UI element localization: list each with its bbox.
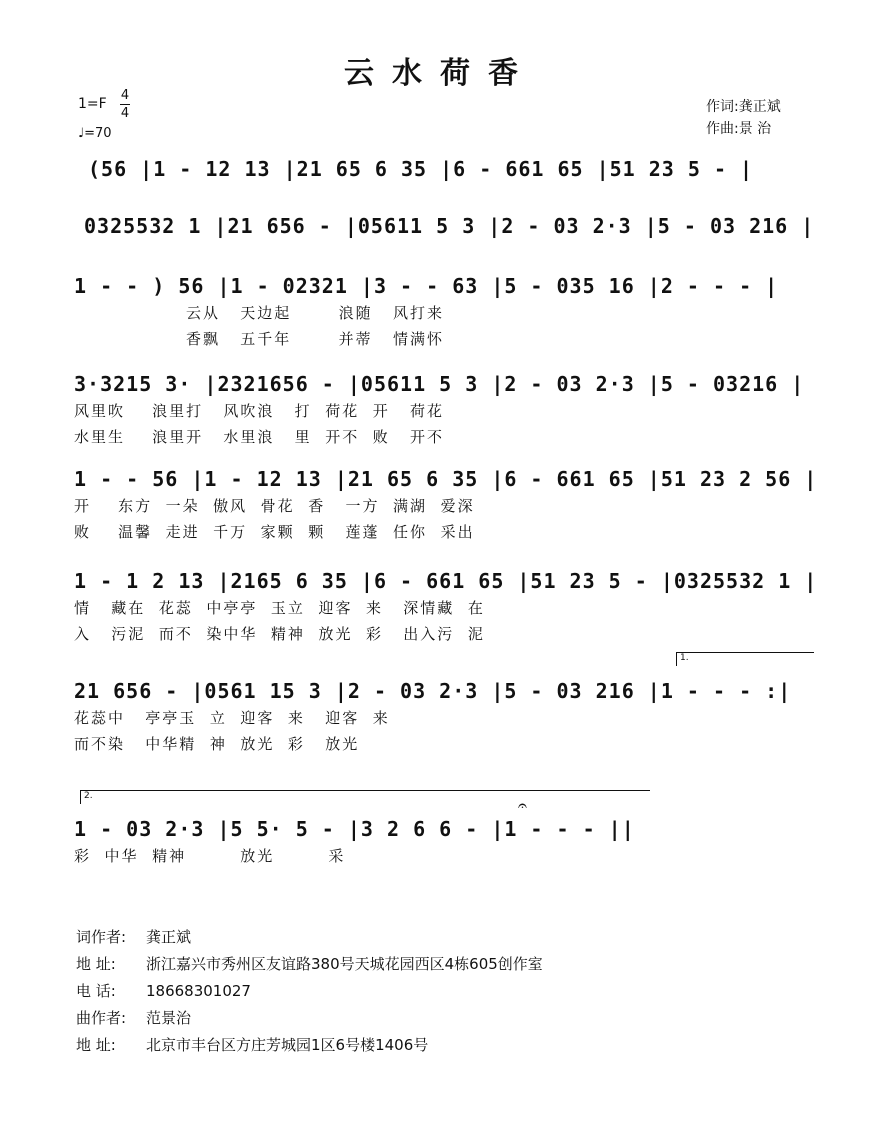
info-value: 浙江嘉兴市秀州区友谊路380号天城花园西区4栋605创作室 bbox=[146, 955, 543, 973]
lyrics-verse-1: 风里吹 浪里打 风吹浪 打 荷花 开 荷花 bbox=[74, 402, 445, 420]
lyrics-verse-2: 而不染 中华精 神 放光 彩 放光 bbox=[74, 735, 360, 753]
notation-line: 1 - - ) 56 |1 - 02321 |3 - - 63 |5 - 035 16 |2 - - - | bbox=[74, 274, 779, 298]
info-value: 18668301027 bbox=[146, 982, 251, 1000]
info-address-1 bbox=[76, 953, 543, 974]
lyrics-verse-1: 云从 天边起 浪随 风打来 bbox=[186, 304, 444, 322]
info-label: 曲作者: bbox=[76, 1009, 127, 1027]
volta-1-label: 1. bbox=[680, 653, 689, 663]
notation-line: 3·3215 3· |2321656 - |05611 5 3 |2 - 03 2·3 |5 - 03216 | bbox=[74, 372, 805, 396]
lyricist-credit: 作词:龚正斌 bbox=[706, 99, 781, 115]
notation-line: (56 |1 - 12 13 |21 65 6 35 |6 - 661 65 |51 23 5 - | bbox=[88, 157, 754, 181]
info-address-2 bbox=[76, 1034, 428, 1055]
info-value: 北京市丰台区方庄芳城园1区6号楼1406号 bbox=[146, 1036, 429, 1054]
notation-line: 21 656 - |0561 15 3 |2 - 03 2·3 |5 - 03 216 |1 - - - :| bbox=[74, 679, 792, 703]
info-value: 范景治 bbox=[146, 1009, 192, 1027]
song-title: 云水荷香 bbox=[344, 56, 536, 91]
key-signature: 1=F bbox=[78, 96, 107, 112]
time-signature-top: 4 bbox=[120, 88, 130, 103]
lyrics-verse-1: 情 藏在 花蕊 中亭亭 玉立 迎客 来 深情藏 在 bbox=[74, 599, 485, 617]
quarter-note-icon: ♩ bbox=[78, 126, 85, 141]
volta-1-bracket-edge bbox=[676, 652, 677, 666]
tempo-value: =70 bbox=[84, 126, 112, 141]
info-label: 电 话: bbox=[76, 982, 116, 1000]
notation-line: 1 - - 56 |1 - 12 13 |21 65 6 35 |6 - 661 65 |51 23 2 56 | bbox=[74, 467, 818, 491]
lyrics-verse-2: 败 温馨 走进 千万 家颗 颗 莲蓬 任你 采出 bbox=[74, 523, 475, 541]
info-label: 地 址: bbox=[76, 1036, 116, 1054]
time-signature bbox=[120, 88, 130, 121]
fermata-icon: 𝄐 bbox=[518, 796, 527, 815]
info-value: 龚正斌 bbox=[146, 928, 192, 946]
info-lyricist bbox=[76, 926, 191, 947]
volta-1-bracket bbox=[676, 652, 814, 653]
composer-credit: 作曲:景 治 bbox=[706, 121, 772, 137]
lyrics-verse-1: 花蕊中 亭亭玉 立 迎客 来 迎客 来 bbox=[74, 709, 390, 727]
tempo-mark bbox=[78, 126, 112, 141]
lyrics-verse-2: 水里生 浪里开 水里浪 里 开不 败 开不 bbox=[74, 428, 445, 446]
volta-2-label: 2. bbox=[84, 791, 93, 801]
notation-line: 1 - 03 2·3 |5 5· 5 - |3 2 6 6 - |1 - - - || bbox=[74, 817, 635, 841]
lyrics-verse-2: 香飘 五千年 并蒂 情满怀 bbox=[186, 330, 444, 348]
time-signature-divider bbox=[120, 104, 130, 105]
info-label: 词作者: bbox=[76, 928, 127, 946]
volta-2-bracket bbox=[80, 790, 650, 791]
info-composer bbox=[76, 1007, 191, 1028]
info-label: 地 址: bbox=[76, 955, 116, 973]
lyrics-verse-1: 开 东方 一朵 傲风 骨花 香 一方 满湖 爱深 bbox=[74, 497, 475, 515]
time-signature-bottom: 4 bbox=[120, 106, 130, 121]
lyrics-verse-1: 彩 中华 精神 放光 采 bbox=[74, 847, 346, 865]
lyrics-verse-2: 入 污泥 而不 染中华 精神 放光 彩 出入污 泥 bbox=[74, 625, 485, 643]
notation-line: 1 - 1 2 13 |2165 6 35 |6 - 661 65 |51 23 5 - |0325532 1 | bbox=[74, 569, 818, 593]
info-phone-1 bbox=[76, 980, 251, 1001]
notation-line: 0325532 1 |21 656 - |05611 5 3 |2 - 03 2·3 |5 - 03 216 | bbox=[84, 214, 815, 238]
volta-2-bracket-edge bbox=[80, 790, 81, 804]
